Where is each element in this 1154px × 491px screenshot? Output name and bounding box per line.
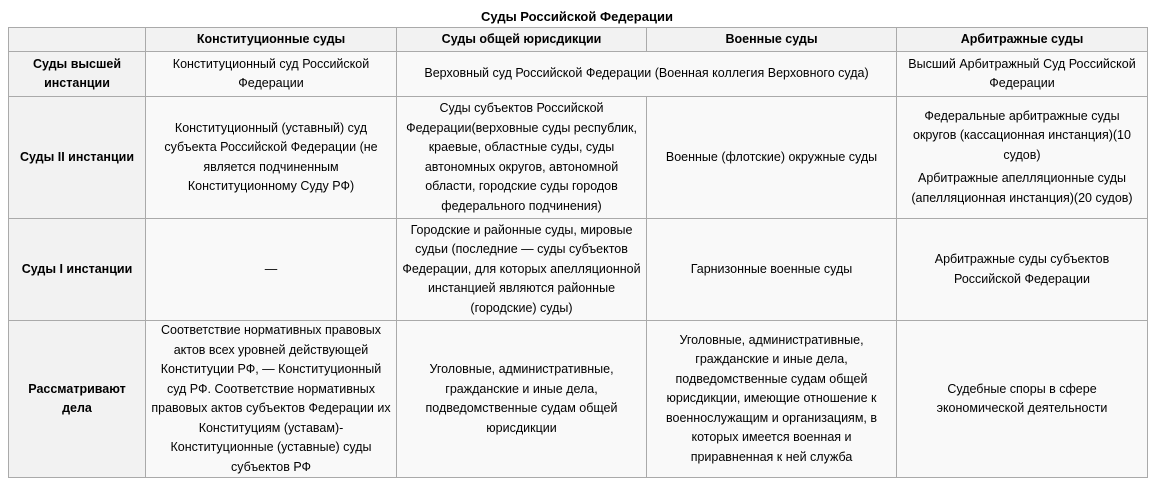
- table-row: [9, 321, 1148, 478]
- cell-constitutional: Конституционный (уставный) суд субъекта Российской Федерации (не является подчиненным Конституционному Суду РФ): [146, 97, 397, 219]
- table-caption: Суды Российской Федерации: [481, 9, 673, 24]
- arbitration-appeal-text: Арбитражные апелляционные суды (апелляционная инстанция)(20 судов): [911, 171, 1133, 205]
- arbitration-cassation-text: Федеральные арбитражные суды округов (кассационная инстанция)(10 судов): [913, 108, 1131, 162]
- cell-constitutional: Соответствие нормативных правовых актов всех уровней действующей Конституции РФ, — Конституционный суд РФ. Соответствие нормативных правовых актов субъектов Федерации их Конституциям (уставам)- Конституционные (уставные) суды субъектов РФ: [146, 321, 397, 478]
- column-header-constitutional: Конституционные суды: [146, 28, 397, 52]
- table-row: [9, 52, 1148, 97]
- row-header-jurisdiction: Рассматривают дела: [9, 321, 146, 478]
- courts-table: [8, 27, 1148, 478]
- row-header-supreme: Суды высшей инстанции: [9, 52, 146, 97]
- column-header-arbitration: Арбитражные суды: [897, 28, 1148, 52]
- cell-military: Военные (флотские) окружные суды: [647, 97, 897, 219]
- cell-general-military: Верховный суд Российской Федерации (Военная коллегия Верховного суда): [397, 52, 897, 97]
- column-header-general: Суды общей юрисдикции: [397, 28, 647, 52]
- cell-military: Уголовные, административные, гражданские и иные дела, подведомственные судам общей юрисдикции, имеющие отношение к военнослужащим и организациям, в которых имеется военная и приравненная к ней служба: [647, 321, 897, 478]
- cell-military: Гарнизонные военные суды: [647, 219, 897, 321]
- cell-arbitration: Судебные споры в сфере экономической деятельности: [897, 321, 1148, 478]
- row-header-second-instance: Суды II инстанции: [9, 97, 146, 219]
- column-header-military: Военные суды: [647, 28, 897, 52]
- table-header-row: [9, 28, 1148, 52]
- cell-arbitration: [897, 97, 1148, 219]
- cell-constitutional: Конституционный суд Российской Федерации: [146, 52, 397, 97]
- row-header-first-instance: Суды I инстанции: [9, 219, 146, 321]
- cell-general: Уголовные, административные, гражданские и иные дела, подведомственные судам общей юрисдикции: [397, 321, 647, 478]
- table-row: [9, 219, 1148, 321]
- cell-constitutional: —: [146, 219, 397, 321]
- column-header-empty: [9, 28, 146, 52]
- cell-arbitration: Высший Арбитражный Суд Российской Федерации: [897, 52, 1148, 97]
- cell-general: Суды субъектов Российской Федерации(верховные суды республик, краевые, областные суды, суды автономных округов, автономной области, городские суды городов федерального подчинения): [397, 97, 647, 219]
- cell-general: Городские и районные суды, мировые судьи (последние — суды субъектов Федерации, для которых апелляционной инстанцией являются районные (городские) суды): [397, 219, 647, 321]
- cell-arbitration: Арбитражные суды субъектов Российской Федерации: [897, 219, 1148, 321]
- table-row: [9, 97, 1148, 219]
